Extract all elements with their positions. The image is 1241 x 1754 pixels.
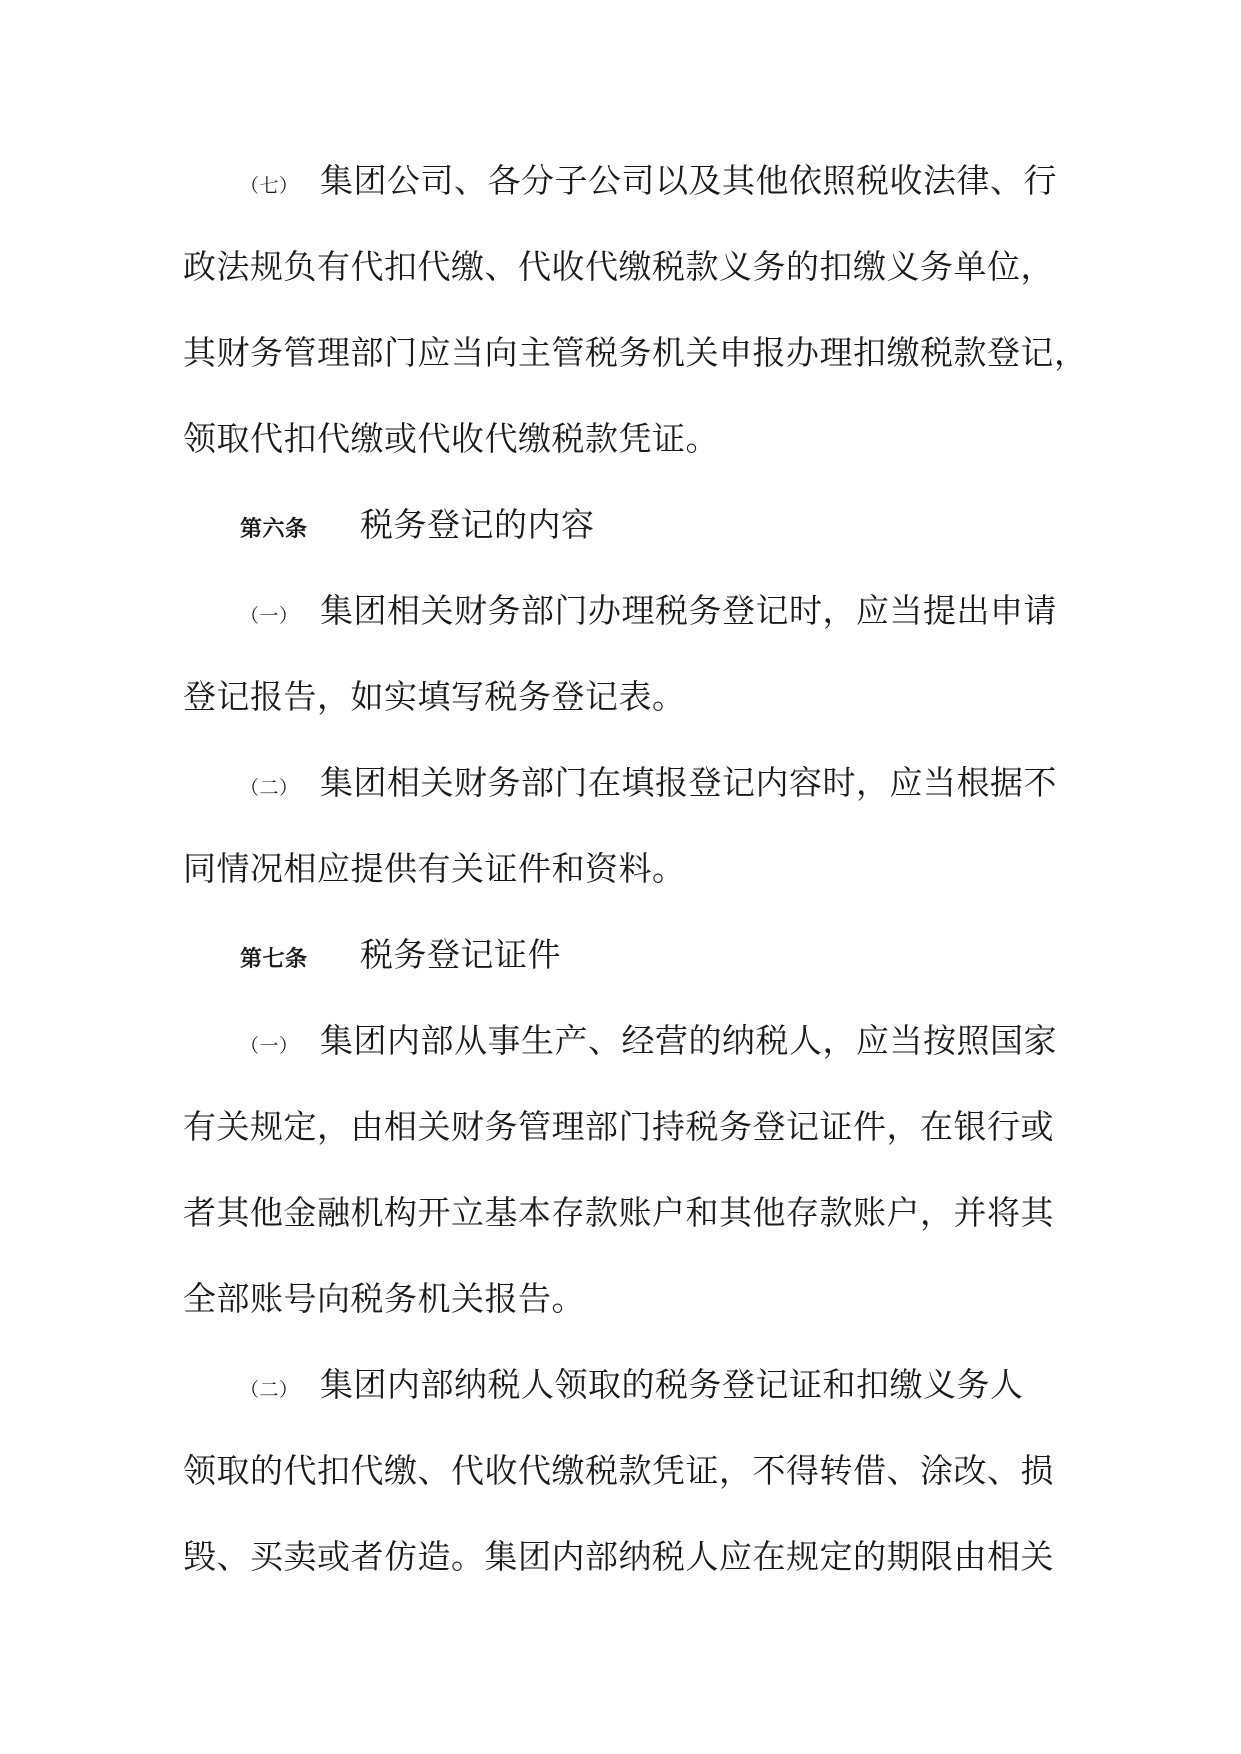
item-number: （二） [240, 777, 299, 799]
article-6-item-2-line-1 [240, 758, 1057, 808]
item-number: （一） [240, 605, 299, 627]
article-label: 第七条 [240, 947, 308, 972]
paragraph-7-line-4: 领取代扣代缴或代收代缴税款凭证。 [183, 419, 719, 458]
article-label: 第六条 [240, 517, 308, 542]
article-7-item-1-line-2: 有关规定，由相关财务管理部门持税务登记证件，在银行或 [183, 1107, 1054, 1146]
paragraph-text: 集团公司、各分子公司以及其他依照税收法律、行 [320, 161, 1057, 200]
paragraph-7-line-2: 政法规负有代扣代缴、代收代缴税款义务的扣缴义务单位， [183, 247, 1054, 286]
item-number: （二） [240, 1379, 299, 1401]
article-7-item-2-line-1 [240, 1360, 1024, 1410]
paragraph-7-line-1 [240, 156, 1057, 206]
article-7-item-1-line-1 [240, 1016, 1057, 1066]
item-number: （七） [240, 175, 299, 197]
article-6-item-1-line-1 [240, 586, 1057, 636]
article-7-item-1-line-3: 者其他金融机构开立基本存款账户和其他存款账户，并将其 [183, 1193, 1054, 1232]
article-7-item-2-line-3: 毁、买卖或者仿造。集团内部纳税人应在规定的期限由相关 [183, 1537, 1054, 1576]
paragraph-7-line-3: 其财务管理部门应当向主管税务机关申报办理扣缴税款登记， [183, 333, 1088, 372]
article-6-item-2-line-2: 同情况相应提供有关证件和资料。 [183, 849, 686, 888]
article-6-item-1-line-2: 登记报告，如实填写税务登记表。 [183, 677, 686, 716]
paragraph-text: 集团内部从事生产、经营的纳税人，应当按照国家 [320, 1021, 1057, 1060]
article-7-item-1-line-4: 全部账号向税务机关报告。 [183, 1279, 585, 1318]
article-title: 税务登记的内容 [360, 505, 595, 544]
paragraph-text: 集团内部纳税人领取的税务登记证和扣缴义务人 [320, 1365, 1024, 1404]
item-number: （一） [240, 1035, 299, 1057]
article-7-heading [240, 930, 561, 980]
article-6-heading [240, 500, 595, 550]
article-title: 税务登记证件 [360, 935, 561, 974]
paragraph-text: 集团相关财务部门在填报登记内容时，应当根据不 [320, 763, 1057, 802]
article-7-item-2-line-2: 领取的代扣代缴、代收代缴税款凭证，不得转借、涂改、损 [183, 1451, 1054, 1490]
paragraph-text: 集团相关财务部门办理税务登记时，应当提出申请 [320, 591, 1057, 630]
